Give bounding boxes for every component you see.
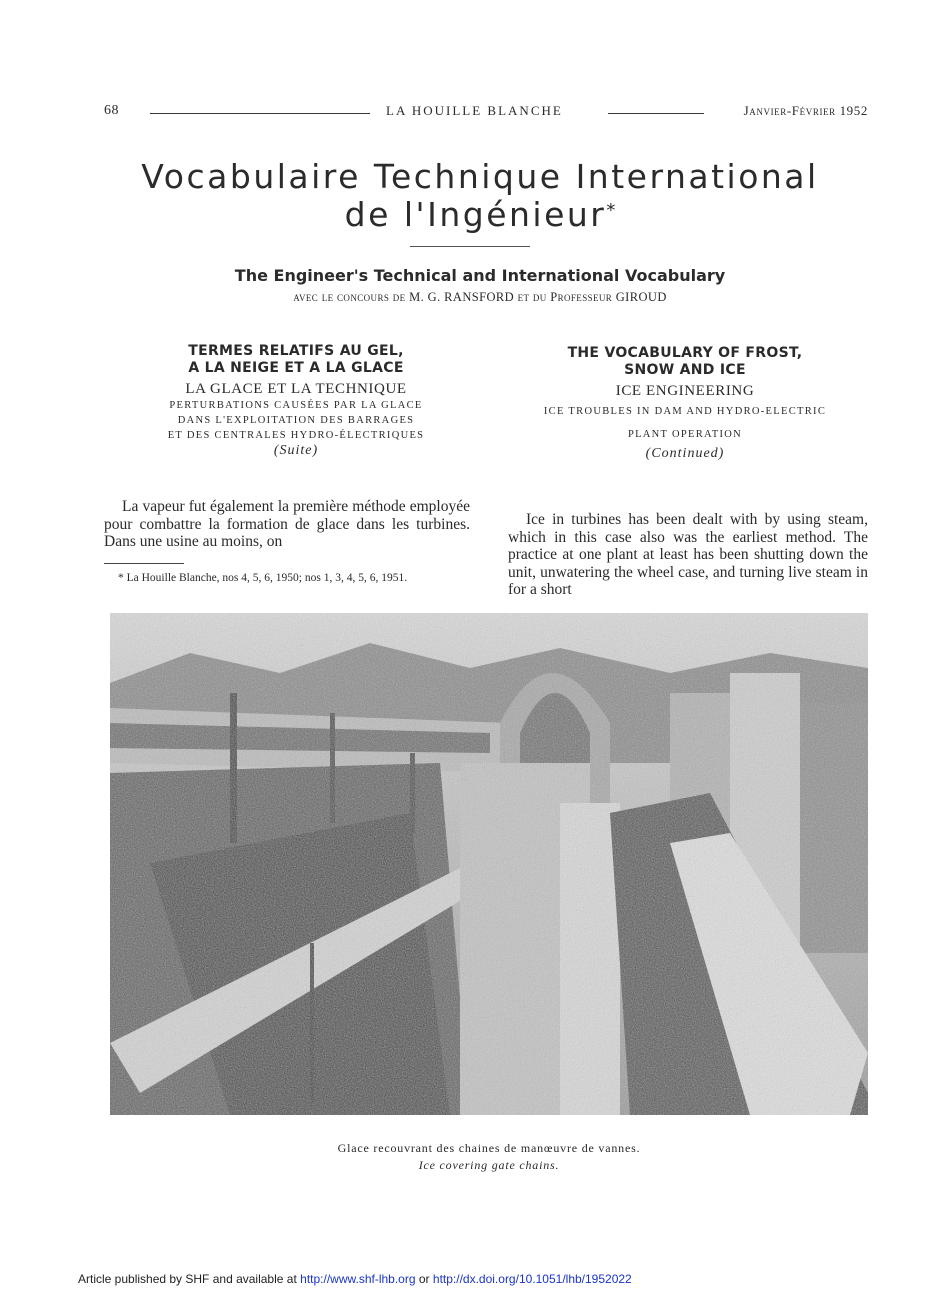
right-heading-small-2: PLANT OPERATION <box>627 429 743 440</box>
photo-caption-english: Ice covering gate chains. <box>418 1158 560 1172</box>
header-rule-right <box>608 113 704 114</box>
photo-caption-french: Glace recouvrant des chaines de manœuvre de vannes. <box>337 1141 641 1155</box>
left-heading-continued: (Suite) <box>273 443 319 458</box>
credits-person-1: M. G. RANSFORD <box>409 290 515 304</box>
title-line-2-wrap <box>90 196 870 234</box>
left-heading-title-1: TERMES RELATIFS AU GEL, <box>188 343 404 359</box>
right-section-heading <box>500 345 870 462</box>
dam-gate-photograph <box>110 613 868 1115</box>
title-footnote-marker: * <box>606 200 616 221</box>
left-section-heading <box>110 343 482 459</box>
journal-name: LA HOUILLE BLANCHE <box>386 103 563 118</box>
shf-link[interactable]: http://www.shf-lhb.org <box>300 1272 416 1286</box>
credits-line <box>90 290 870 305</box>
footnote: * La Houille Blanche, nos 4, 5, 6, 1950; nos 1, 3, 4, 5, 6, 1951. <box>118 572 408 584</box>
page-title <box>90 158 870 234</box>
body-text-french: La vapeur fut également la première méthode employée pour combattre la formation de glace dans les turbines. Dans une usine au moins, on <box>104 498 470 550</box>
left-heading-small-1: PERTURBATIONS CAUSÉES PAR LA GLACE <box>169 400 423 411</box>
doi-link[interactable]: http://dx.doi.org/10.1051/lhb/1952022 <box>432 1272 632 1286</box>
notice-or: or <box>418 1272 430 1286</box>
credits-prefix: avec le concours de <box>293 290 406 304</box>
title-rule <box>410 246 530 247</box>
notice-text: Article published by SHF and available at <box>78 1272 297 1286</box>
issue-date: Janvier-Février 1952 <box>743 103 868 118</box>
right-heading-continued: (Continued) <box>645 446 725 461</box>
right-heading-title-1: THE VOCABULARY OF FROST, <box>567 345 803 361</box>
header-rule-left <box>150 113 370 114</box>
title-line-2: de l'Ingénieur <box>344 195 607 234</box>
page-number: 68 <box>104 103 119 118</box>
right-heading-subtitle: ICE ENGINEERING <box>615 383 755 399</box>
credits-mid: et du <box>517 290 547 304</box>
right-heading-title-2: SNOW AND ICE <box>624 362 746 378</box>
publication-notice <box>78 1272 632 1286</box>
left-heading-small-3: ET DES CENTRALES HYDRO-ÉLECTRIQUES <box>167 430 425 441</box>
running-header <box>104 103 868 123</box>
credits-person-2: GIROUD <box>615 290 667 304</box>
footnote-rule <box>104 563 184 564</box>
body-text-english: Ice in turbines has been dealt with by using steam, which in this case also was the earliest method. The practice at one plant at least has been shutting down the unit, unwatering the wheel case, and turning live steam in for a short <box>508 511 868 598</box>
credits-title-2: Professeur <box>550 290 613 304</box>
left-heading-subtitle: LA GLACE ET LA TECHNIQUE <box>185 381 407 397</box>
left-heading-title-2: A LA NEIGE ET A LA GLACE <box>188 360 404 376</box>
right-heading-small-1: ICE TROUBLES IN DAM AND HYDRO-ELECTRIC <box>543 406 827 417</box>
english-subtitle: The Engineer's Technical and International Vocabulary <box>234 266 726 285</box>
title-line-1: Vocabulaire Technique International <box>141 157 819 196</box>
left-heading-small-2: DANS L'EXPLOITATION DES BARRAGES <box>177 415 415 426</box>
